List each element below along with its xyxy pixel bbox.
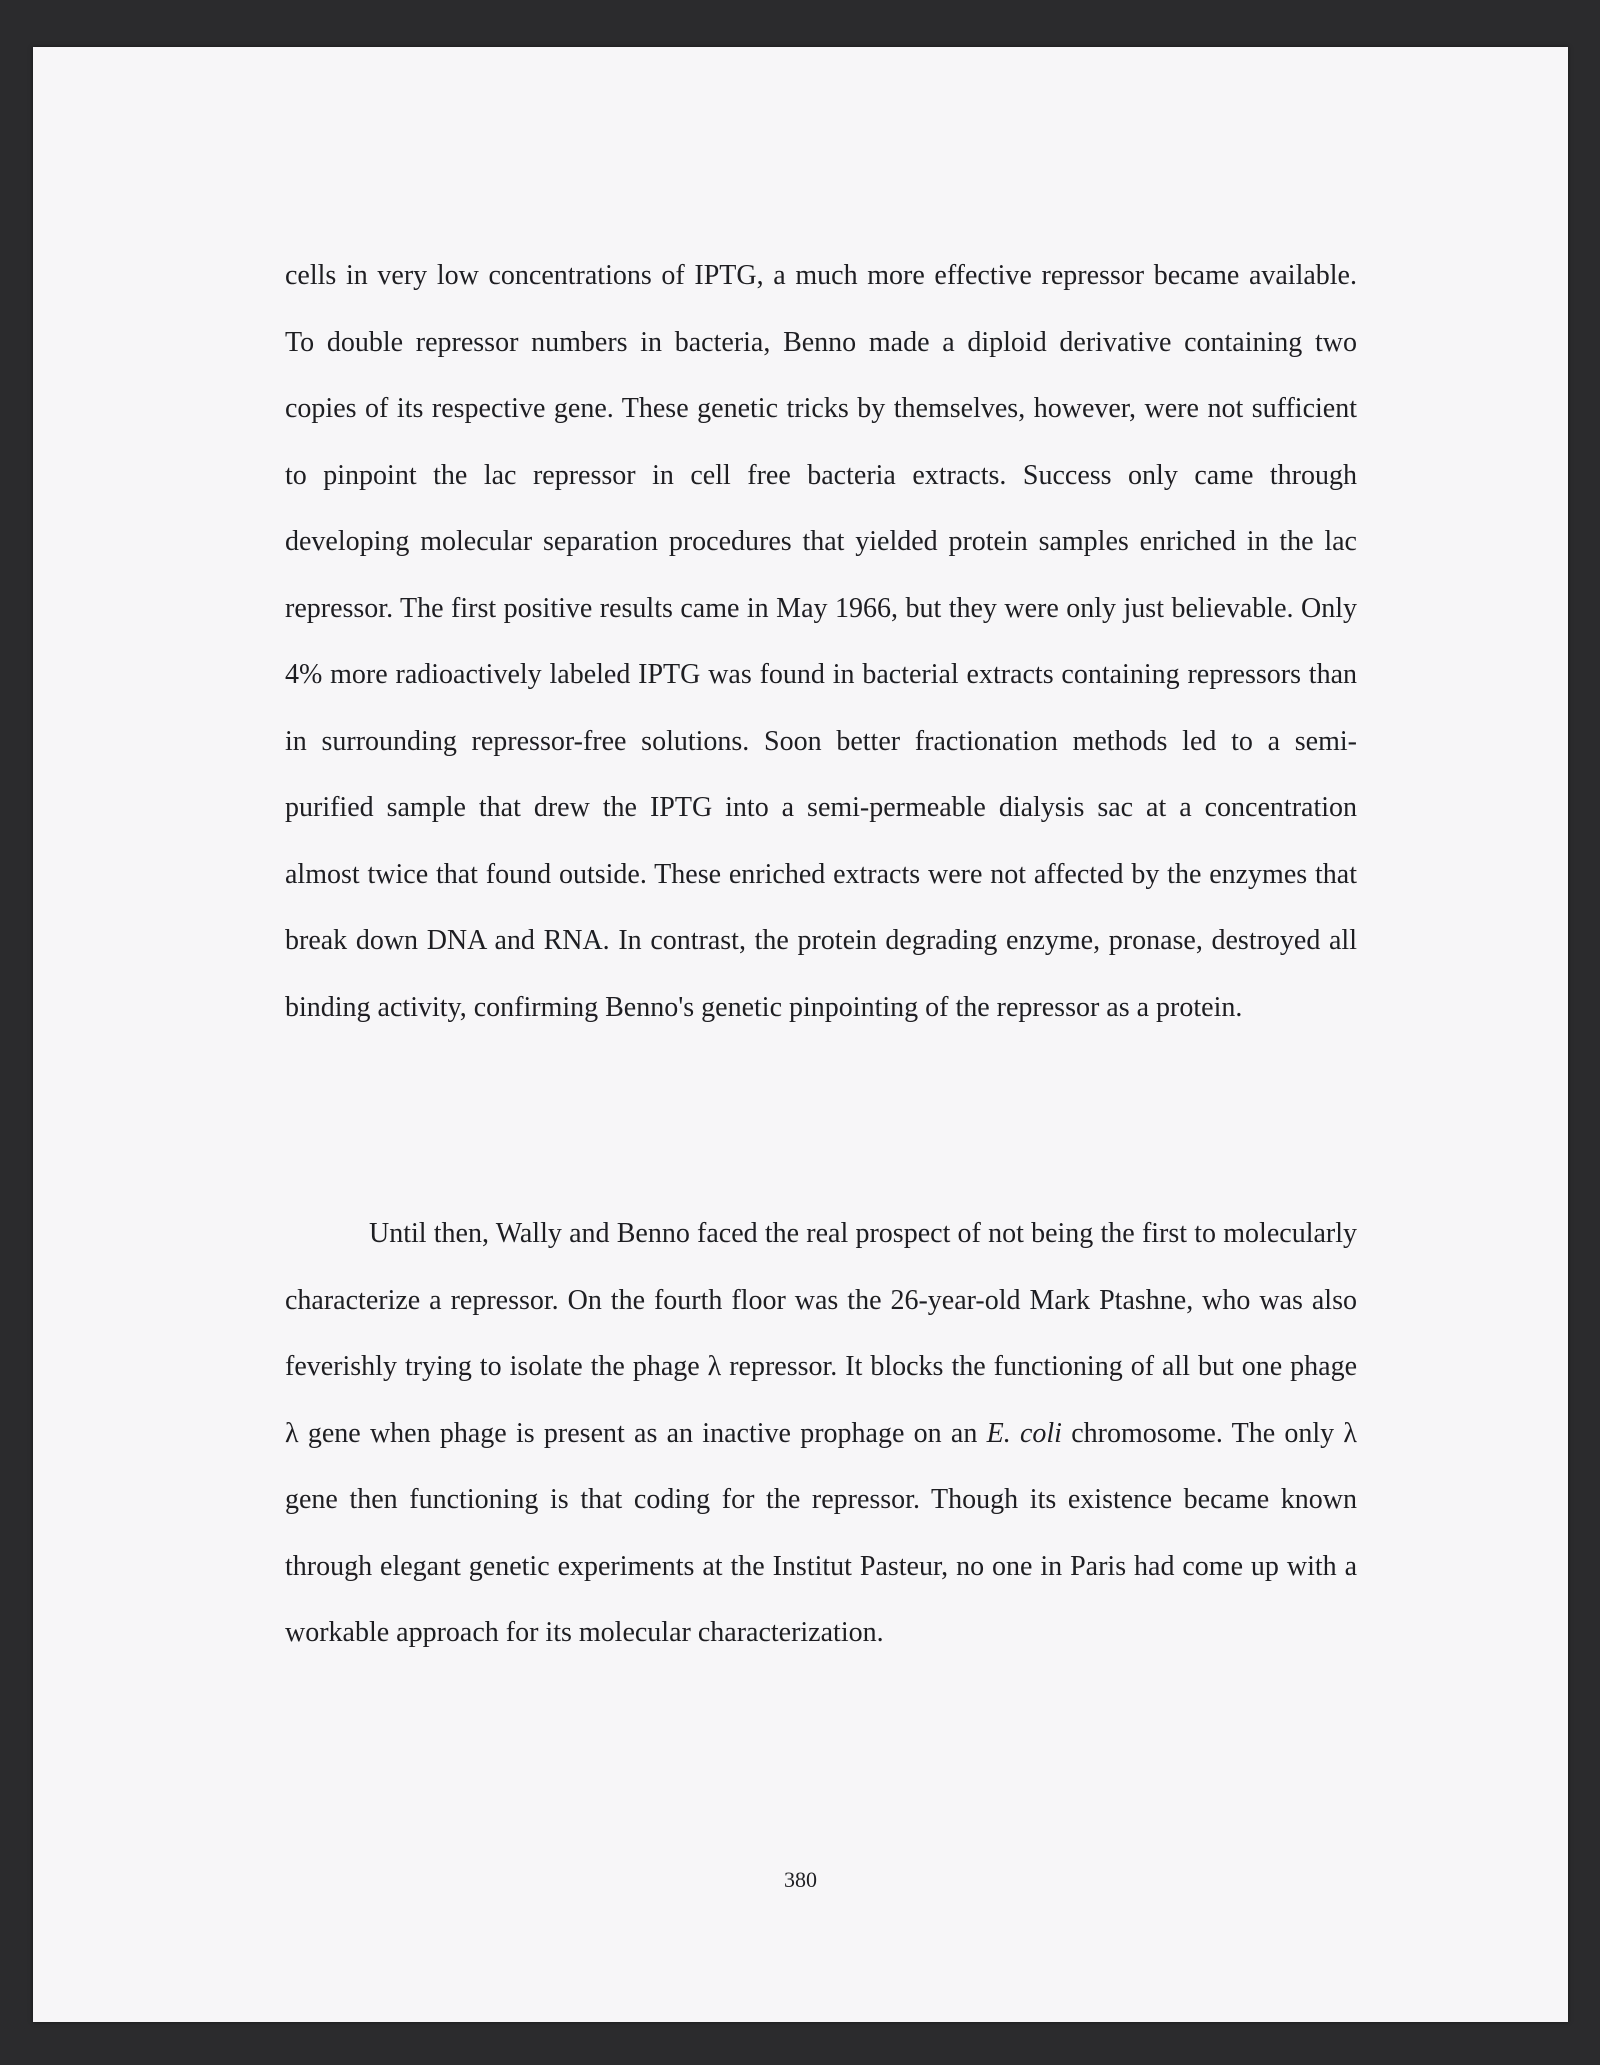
paragraph-2-part-2: chromosome. The only λ gene then functioning is that coding for the repressor. Though its existence became known through elegant genetic experiments at the Institut Pasteur, no one in Paris had come up with a workable approach for its molecular characterization.	[285, 1417, 1358, 1648]
paragraph-2-part-1: Until then, Wally and Benno faced the real prospect of not being the first to molecularly characterize a repressor. On the fourth floor was the 26-year-old Mark Ptashne, who was also feverishly trying to isolate the phage λ repressor. It blocks the functioning of all but one phage λ gene when phage is present as an inactive prophage on an	[285, 1218, 1357, 1449]
paragraph-2-italic-species: E. coli	[986, 1417, 1062, 1449]
paragraph-1-text: cells in very low concentrations of IPTG, a much more effective repressor became available. To double repressor numbers in bacteria, Benno made a diploid derivative containing two copies of its respective gene. These genetic tricks by themselves, however, were not sufficient to pinpoint the lac repressor in cell free bacteria extracts. Success only came through developing molecular separation procedures that yielded protein samples enriched in the lac repressor. The first positive results came in May 1966, but they were only just believable. Only 4% more radioactively labeled IPTG was found in bacterial extracts containing repressors than in surrounding repressor-free solutions. Soon better fractionation methods led to a semi-purified sample that drew the IPTG into a semi-permeable dialysis sac at a concentration almost twice that found outside. These enriched extracts were not affected by the enzymes that break down DNA and RNA. In contrast, the protein degrading enzyme, pronase, destroyed all binding activity, confirming Benno's genetic pinpointing of the repressor as a protein.	[285, 260, 1357, 1023]
paragraph-2	[285, 1201, 1357, 1667]
document-page	[33, 47, 1568, 2022]
paragraph-2-text	[285, 1201, 1357, 1667]
page-number: 380	[784, 1867, 817, 1892]
paragraph-1	[285, 243, 1357, 1041]
